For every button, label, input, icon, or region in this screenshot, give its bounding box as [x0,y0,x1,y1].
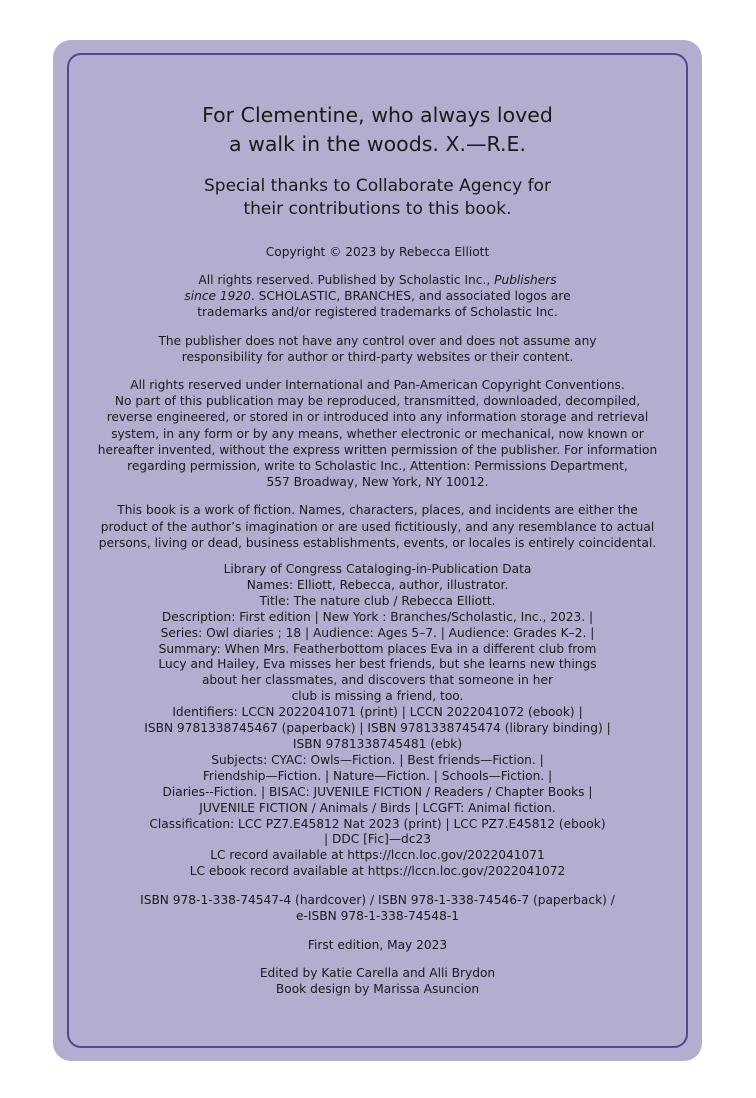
dedication-line: For Clementine, who always loved [202,103,553,127]
special-thanks [69,175,686,221]
disclaimer-line: The publisher does not have any control over and does not assume any [158,333,597,348]
publisher-disclaimer [69,333,686,365]
copyright-page-panel [53,40,702,1061]
copyright-notice: Copyright © 2023 by Rebecca Elliott [265,245,490,259]
rights-line: trademarks and/or registered trademarks of Scholastic Inc. [197,305,558,320]
cataloging-data [69,562,686,880]
conventions-line: system, in any form or by any means, whether electronic or mechanical, now known or [111,426,644,441]
conventions-line: hereafter invented, without the express written permission of the publisher. For information [97,442,658,457]
dedication-line: a walk in the woods. X.—R.E. [229,132,526,156]
fiction-line: product of the author’s imagination or are used fictitiously, and any resemblance to actual [100,519,655,534]
copyright-conventions [69,377,686,490]
cip-line: ISBN 9781338745467 (paperback) | ISBN 9781338745474 (library binding) | [144,721,611,736]
fiction-line: This book is a work of fiction. Names, characters, places, and incidents are either the [117,503,638,518]
disclaimer-line: responsibility for author or third-party websites or their content. [181,349,574,364]
conventions-line: regarding permission, write to Scholastic Inc., Attention: Permissions Department, [127,459,628,474]
cip-line: about her classmates, and discovers that someone in her [201,673,554,688]
cip-line: JUVENILE FICTION / Animals / Birds | LCGFT: Animal fiction. [199,800,556,815]
cip-line: Names: Elliott, Rebecca, author, illustrator. [246,577,509,592]
cip-line: Library of Congress Cataloging-in-Publication Data [223,562,532,577]
thanks-line: their contributions to this book. [243,199,512,219]
edition-statement: First edition, May 2023 [307,937,448,952]
isbn-line: ISBN 978-1-338-74547-4 (hardcover) / ISBN 978-1-338-74546-7 (paperback) / [140,893,615,908]
isbn-line: e-ISBN 978-1-338-74548-1 [296,909,459,924]
page-border [67,53,688,1048]
rights-italic-text: Publishers [494,273,557,287]
rights-text: . SCHOLASTIC, BRANCHES, and associated logos are [250,289,571,304]
conventions-line: No part of this publication may be reproduced, transmitted, downloaded, decompiled, [114,394,641,409]
rights-italic-text: since 1920 [184,289,251,304]
fiction-disclaimer [69,502,686,551]
rights-line [69,288,686,304]
cip-line: Series: Owl diaries ; 18 | Audience: Ages 5–7. | Audience: Grades K–2. | [160,625,595,640]
cip-line: Classification: LCC PZ7.E45812 Nat 2023 (print) | LCC PZ7.E45812 (ebook) [149,816,606,831]
cip-line: Summary: When Mrs. Featherbottom places Eva in a different club from [158,641,597,656]
conventions-line: All rights reserved under International and Pan-American Copyright Conventions. [130,378,625,393]
cip-line: Friendship—Fiction. | Nature—Fiction. | Schools—Fiction. | [202,768,553,783]
conventions-line: 557 Broadway, New York, NY 10012. [266,475,489,490]
rights-statement [69,272,686,321]
credits-line: Edited by Katie Carella and Alli Brydon [259,965,496,980]
cip-line: Description: First edition | New York : Branches/Scholastic, Inc., 2023. | [161,609,594,624]
cip-line: | DDC [Fic]—dc23 [324,832,431,847]
cip-line: Diaries--Fiction. | BISAC: JUVENILE FICTION / Readers / Chapter Books | [162,784,593,799]
rights-text: All rights reserved. Published by Scholastic Inc., [198,273,495,287]
rights-line [69,272,686,288]
cip-line: Lucy and Hailey, Eva misses her best friends, but she learns new things [158,657,597,672]
isbn-list [69,892,686,924]
credits [69,965,686,997]
fiction-line: persons, living or dead, business establishments, events, or locales is entirely coincidental. [98,535,657,550]
conventions-line: reverse engineered, or stored in or introduced into any information storage and retrieval [106,410,649,425]
dedication [69,101,686,159]
cip-line: ISBN 9781338745481 (ebk) [292,737,463,752]
cip-line: Identifiers: LCCN 2022041071 (print) | LCCN 2022041072 (ebook) | [172,705,583,720]
cip-line: LC record available at https://lccn.loc.gov/2022041071 [210,848,545,863]
cip-line: Subjects: CYAC: Owls—Fiction. | Best friends—Fiction. | [211,752,544,767]
cip-line: club is missing a friend, too. [291,689,464,704]
credits-line: Book design by Marissa Asuncion [275,981,480,996]
cip-line: LC ebook record available at https://lccn.loc.gov/2022041072 [189,864,566,879]
cip-line: Title: The nature club / Rebecca Elliott. [259,593,496,608]
thanks-line: Special thanks to Collaborate Agency for [204,176,551,196]
page-content [69,101,686,997]
